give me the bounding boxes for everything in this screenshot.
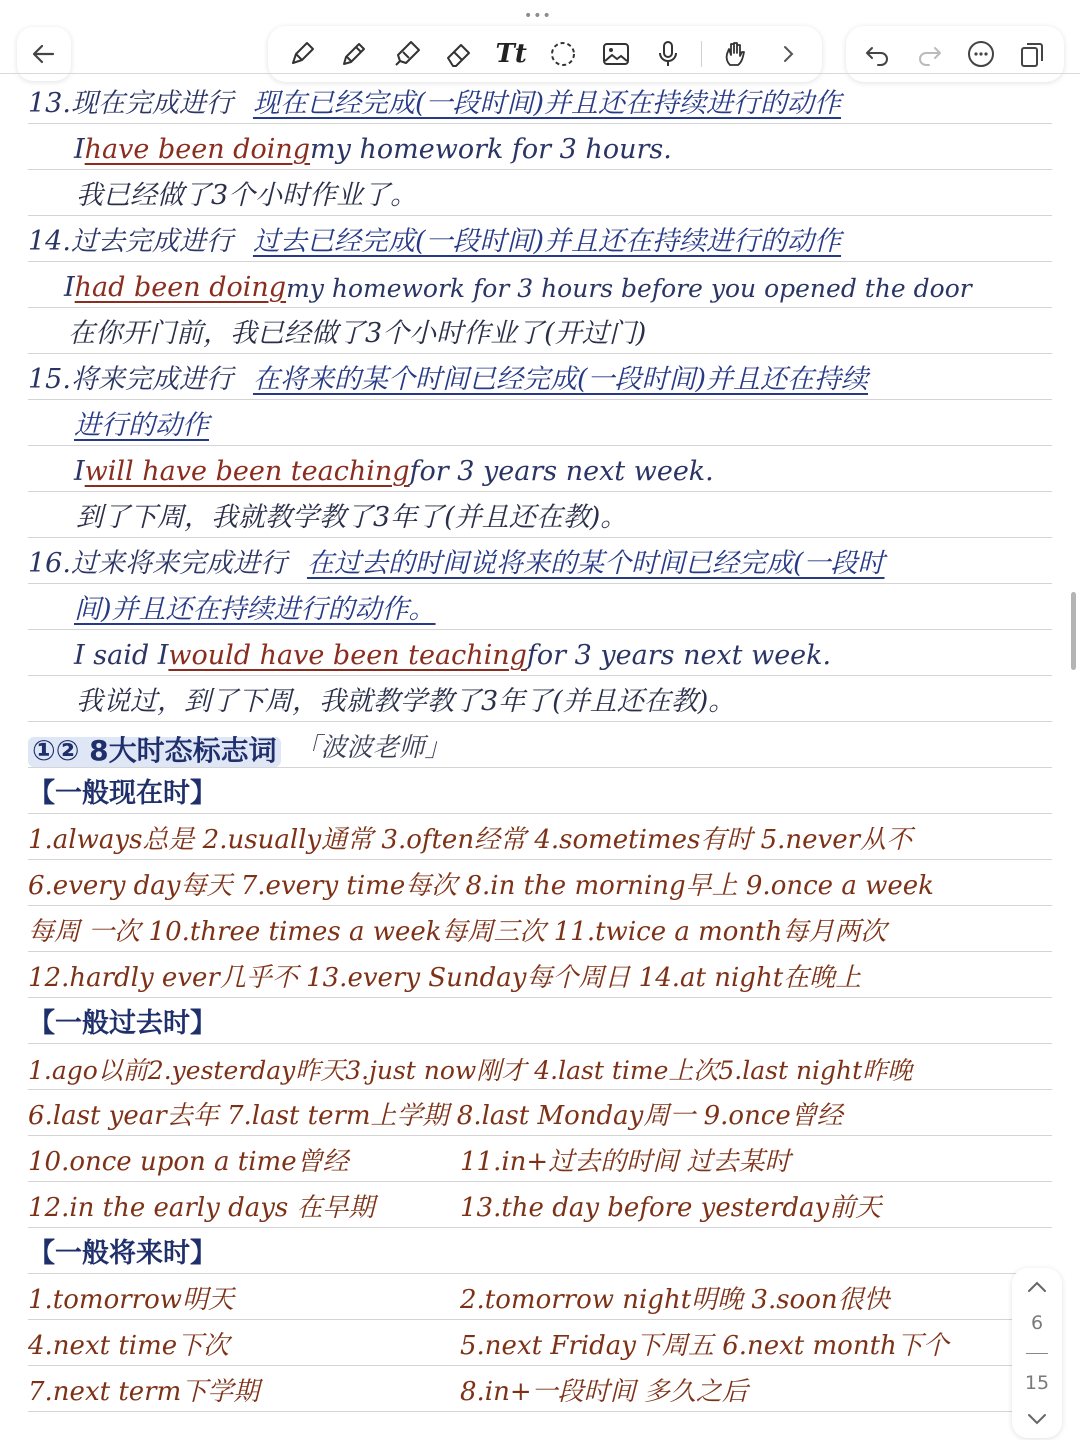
example-prefix: I [64, 272, 75, 303]
tense-definition: 在过去的时间说将来的某个时间已经完成(一段时 [306, 548, 885, 579]
note-line [28, 354, 1052, 400]
example-rest: my homework for 3 hours. [310, 134, 672, 165]
example-rest: for 3 years next week. [526, 640, 832, 671]
subheading-future: 【一般将来时】 [28, 1238, 217, 1269]
signal-words-right: 8.in+一段时间 多久之后 [460, 1377, 748, 1407]
example-verb: will have been teaching [84, 456, 410, 487]
note-line [28, 1274, 1052, 1320]
note-line [28, 630, 1052, 676]
note-line [28, 768, 1052, 814]
example-verb: had been doing [74, 272, 287, 303]
example-verb: would have been teaching [168, 640, 527, 671]
example-verb: have been doing [84, 134, 311, 165]
note-line [28, 584, 1052, 630]
section-heading: ①② 8大时态标志词 [28, 737, 281, 767]
note-line [28, 124, 1052, 170]
note-line [28, 1228, 1052, 1274]
text-icon: Tt [495, 39, 527, 69]
note-line [28, 446, 1052, 492]
signal-words-left: 12.in the early days 在早期 [28, 1193, 375, 1223]
note-line [28, 1090, 1052, 1136]
note-line [28, 78, 1052, 124]
note-line [28, 262, 1052, 308]
signal-words-right: 13.the day before yesterday前天 [460, 1193, 882, 1223]
tense-definition-cont: 间)并且还在持续进行的动作。 [74, 594, 436, 625]
tense-name: 将来完成进行 [70, 364, 233, 395]
subheading-present: 【一般现在时】 [28, 778, 217, 809]
chevron-down-icon[interactable] [1026, 1412, 1048, 1426]
example-prefix: I said I [74, 640, 169, 671]
translation: 到了下周，我就教学教了3年了(并且还在教)。 [76, 502, 628, 533]
note-line [28, 1044, 1052, 1090]
tense-name: 现在完成进行 [70, 88, 233, 119]
signal-words-row: 每周 一次 10.three times a week每周三次 11.twice a month每月两次 [28, 917, 887, 947]
section-author: 「波波老师」 [294, 733, 451, 763]
translation: 在你开门前，我已经做了3个小时作业了(开过门) [68, 318, 647, 349]
translation: 我已经做了3个小时作业了。 [76, 180, 418, 211]
note-line [28, 860, 1052, 906]
tense-definition: 过去已经完成(一段时间)并且还在持续进行的动作 [252, 226, 842, 257]
signal-words-left: 7.next term下学期 [28, 1377, 260, 1407]
item-number: 15. [28, 364, 71, 395]
signal-words-row: 6.every day每天 7.every time每次 8.in the morning早上 9.once a week [28, 871, 934, 901]
note-line [28, 676, 1052, 722]
page-divider [1026, 1353, 1048, 1354]
note-line [28, 492, 1052, 538]
signal-words-row: 6.last year去年 7.last term上学期 8.last Monday周一 9.once曾经 [28, 1101, 843, 1131]
signal-words-left: 10.once upon a time曾经 [28, 1147, 349, 1177]
item-number: 13. [28, 88, 71, 119]
total-pages: 15 [1024, 1371, 1050, 1394]
note-line [28, 952, 1052, 998]
note-line [28, 1136, 1052, 1182]
note-line [28, 170, 1052, 216]
signal-words-row: 1.always总是 2.usually通常 3.often经常 4.sometimes有时 5.never从不 [28, 825, 913, 855]
note-line [28, 906, 1052, 952]
item-number: 16. [28, 548, 71, 579]
note-line [28, 722, 1052, 768]
note-line [28, 814, 1052, 860]
example-rest: for 3 years next week. [409, 456, 714, 487]
translation: 我说过，到了下周，我就教学教了3年了(并且还在教)。 [76, 686, 736, 717]
note-line [28, 998, 1052, 1044]
note-line [28, 216, 1052, 262]
signal-words-right: 11.in+过去的时间 过去某时 [460, 1147, 791, 1177]
subheading-past: 【一般过去时】 [28, 1008, 217, 1039]
page-navigator [1012, 1268, 1062, 1438]
tense-name: 过来将来完成进行 [70, 548, 287, 579]
signal-words-right: 2.tomorrow night明晚 3.soon很快 [460, 1285, 890, 1315]
example-prefix: I [74, 134, 85, 165]
item-number: 14. [28, 226, 71, 257]
note-line [28, 400, 1052, 446]
tense-definition: 在将来的某个时间已经完成(一段时间)并且还在持续 [252, 364, 869, 395]
window-drag-handle[interactable]: ••• [524, 8, 552, 24]
example-rest: my homework for 3 hours before you opened the door [286, 274, 972, 303]
chevron-up-icon[interactable] [1026, 1280, 1048, 1294]
current-page-number: 6 [1030, 1312, 1044, 1335]
signal-words-left: 4.next time下次 [28, 1331, 230, 1361]
tense-definition: 现在已经完成(一段时间)并且还在持续进行的动作 [252, 88, 842, 119]
tense-definition-cont: 进行的动作 [74, 410, 209, 441]
note-line [28, 538, 1052, 584]
example-prefix: I [74, 456, 85, 487]
scrollbar[interactable] [1071, 592, 1076, 670]
signal-words-row: 12.hardly ever几乎不 13.every Sunday每个周日 14.at night在晚上 [28, 963, 862, 993]
note-line [28, 1182, 1052, 1228]
signal-words-left: 1.tomorrow明天 [28, 1285, 234, 1315]
signal-words-row: 1.ago以前2.yesterday昨天3.just now刚才 4.last time上次5.last night昨晚 [28, 1056, 913, 1085]
note-line [28, 308, 1052, 354]
tense-name: 过去完成进行 [70, 226, 233, 257]
note-line [28, 1320, 1052, 1366]
note-line [28, 1366, 1052, 1412]
signal-words-right: 5.next Friday下周五 6.next month下个 [460, 1331, 949, 1361]
